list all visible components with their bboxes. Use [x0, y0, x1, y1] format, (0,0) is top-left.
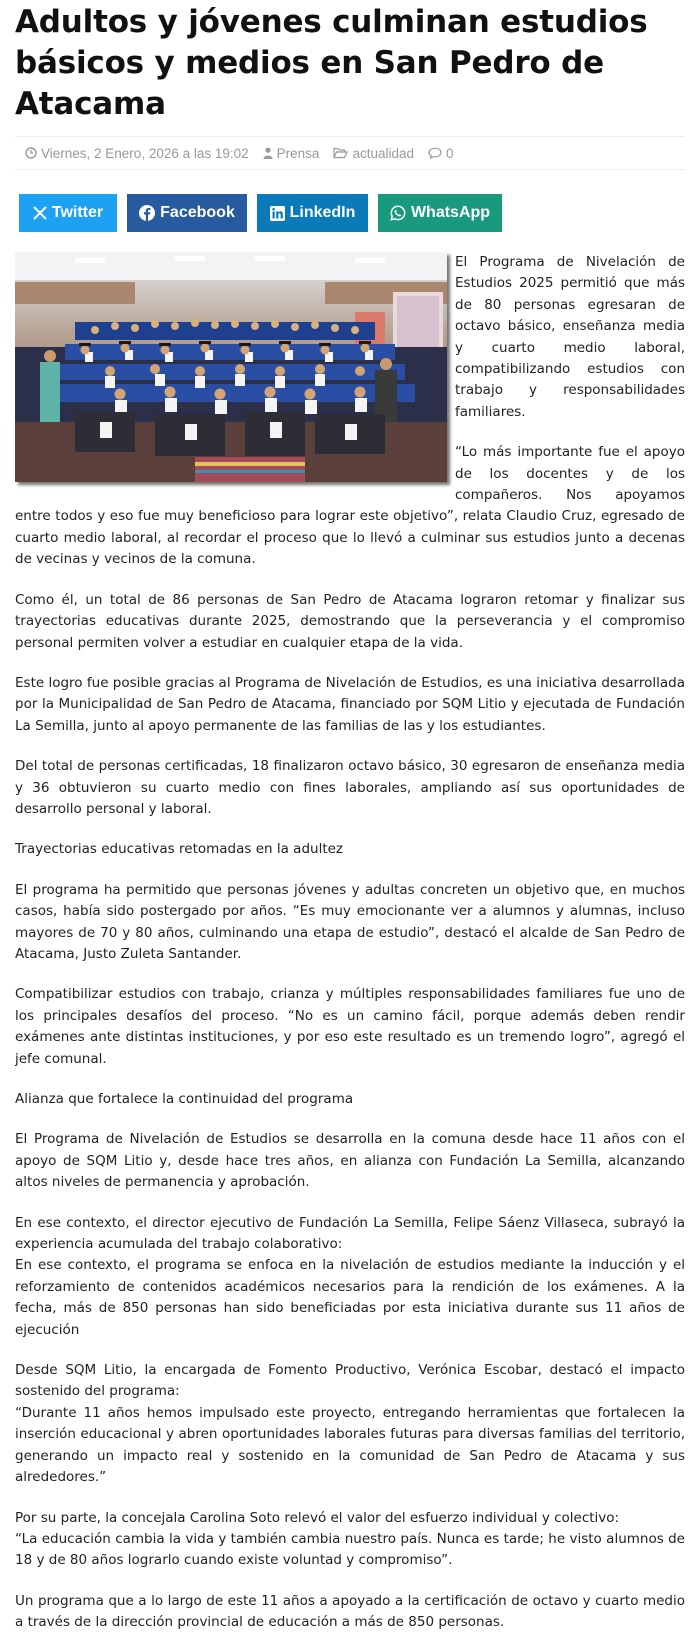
- section-heading-trayectorias: Trayectorias educativas retomadas en la adultez: [15, 841, 344, 858]
- share-linkedin-label[interactable]: LinkedIn: [289, 204, 356, 221]
- paragraph-10: En ese contexto, el programa se enfoca en la nivelación de estudios mediante la inducción y el reforzamiento de contenidos académicos necesarios para la rendición de los exámenes. A la fecha, más de 850 personas han sido beneficiadas por esta iniciativa durante sus 11 años de ejecución: [15, 1257, 685, 1338]
- clock-icon: [25, 147, 37, 159]
- post-category-text[interactable]: actualidad: [352, 145, 414, 161]
- whatsapp-icon: [390, 205, 406, 221]
- paragraph-7: Compatibilizar estudios con trabajo, crianza y múltiples responsabilidades familiares fue uno de los principales desafíos del proceso. “No es un camino fácil, porque además deben rendir exámenes ante distintas instituciones, y por eso este resultado es un tremendo logro”, agregó el jefe comunal.: [15, 986, 685, 1067]
- share-twitter-label[interactable]: Twitter: [51, 204, 104, 221]
- graduation-photo: [15, 252, 447, 482]
- x-twitter-icon: [33, 206, 47, 220]
- paragraph-3: Como él, un total de 86 personas de San Pedro de Atacama lograron retomar y finalizar sus trayectorias educativas durante 2025, demostrando que la perseverancia y el compromiso personal permiten volver a estudiar en cualquier etapa de la vida.: [15, 591, 685, 651]
- section-heading-alianza: Alianza que fortalece la continuidad del programa: [15, 1091, 354, 1107]
- article-body: [15, 252, 685, 1634]
- paragraph-5: Del total de personas certificadas, 18 finalizaron octavo básico, 30 egresaron de enseñanza media y 36 obtuvieron su cuarto medio con fines laborales, ampliando así sus oportunidades de desarrollo personal y laboral.: [15, 758, 685, 817]
- post-category[interactable]: [333, 146, 414, 161]
- post-date: [25, 146, 249, 161]
- share-whatsapp-button[interactable]: [378, 194, 502, 232]
- paragraph-9-intro: En ese contexto, el director ejecutivo de Fundación La Semilla, Felipe Sáenz Villaseca, subrayó la experiencia acumulada del trabajo colaborativo:: [15, 1214, 685, 1253]
- paragraph-13: Un programa que a lo largo de este 11 años a apoyado a la certificación de octavo y cuarto medio a través de la dirección provincial de educación a más de 850 personas.: [15, 1592, 685, 1631]
- facebook-icon: [139, 205, 155, 221]
- paragraph-2: “Lo más importante fue el apoyo de los docentes y de los compañeros. Nos apoyamos entre todos y eso fue muy beneficioso para lograr este objetivo”, relata Claudio Cruz, egresado de cuarto medio laboral, al recordar el proceso que lo llevó a culminar sus estudios junto a decenas de vecinas y vecinos de la comuna.: [15, 444, 685, 568]
- paragraph-4: Este logro fue posible gracias al Programa de Nivelación de Estudios, es una iniciativa desarrollada por la Municipalidad de San Pedro de Atacama, financiado por SQM Litio y ejecutada de Fundación La Semilla, junto al apoyo permanente de las familias de las y los estudiantes.: [15, 674, 685, 734]
- post-author[interactable]: [263, 146, 320, 161]
- paragraph-11: Desde SQM Litio, la encargada de Fomento Productivo, Verónica Escobar, destacó el impacto sostenido del programa:: [15, 1362, 685, 1400]
- quote-soto: “La educación cambia la vida y también cambia nuestro país. Nunca es tarde; he visto alumnos de 18 y de 80 años lograrlo cuando existe voluntad y compromiso”.: [15, 1530, 685, 1569]
- paragraph-6: El programa ha permitido que personas jóvenes y adultas concreten un objetivo que, en muchos casos, había sido postergado por años. “Es muy emocionante ver a alumnos y alumnas, incluso mayores de 70 y 80 años, culminando una etapa de estudio”, destacó el alcalde de San Pedro de Atacama, Justo Zuleta Santander.: [15, 881, 685, 962]
- paragraph-8: El Programa de Nivelación de Estudios se desarrolla en la comuna desde hace 11 años con el apoyo de SQM Litio y, desde hace tres años, en alianza con Fundación La Semilla, alcanzando altos niveles de permanencia y aprobación.: [15, 1131, 685, 1191]
- post-meta: [15, 136, 685, 170]
- graduation-photo-illustration: [15, 252, 447, 482]
- post-comments[interactable]: [428, 146, 454, 161]
- paragraph-9: [15, 1213, 685, 1256]
- quote-escobar: “Durante 11 años hemos impulsado este proyecto, entregando herramientas que fortalecen la inserción educacional y abren oportunidades laborales futuras para diversas familias del territorio, generando un impacto real y sostenido en la comunidad de San Pedro de Atacama y sus alrededores.”: [15, 1404, 685, 1486]
- share-twitter-button[interactable]: [19, 194, 117, 232]
- share-bar: [15, 194, 685, 232]
- post-author-text[interactable]: Prensa: [276, 145, 320, 161]
- linkedin-icon: [270, 206, 285, 221]
- share-whatsapp-label[interactable]: WhatsApp: [410, 204, 491, 221]
- folder-open-icon: [333, 147, 348, 159]
- paragraph-12: Por su parte, la concejala Carolina Soto relevó el valor del esfuerzo individual y colectivo:: [15, 1509, 620, 1526]
- post-date-text: Viernes, 2 Enero, 2026 a las 19:02: [41, 145, 249, 161]
- share-linkedin-button[interactable]: [257, 194, 368, 232]
- share-facebook-label[interactable]: Facebook: [160, 204, 235, 221]
- paragraph-1: El Programa de Nivelación de Estudios 2025 permitió que más de 80 personas egresaran de octavo básico, enseñanza media y cuarto medio laboral, compatibilizando estudios con trabajo y responsabilidades familiares.: [455, 254, 685, 420]
- user-icon: [263, 147, 273, 159]
- comment-icon: [428, 147, 442, 159]
- post-comments-count[interactable]: 0: [446, 145, 454, 161]
- page-title: Adultos y jóvenes culminan estudios básicos y medios en San Pedro de Atacama: [15, 4, 648, 122]
- share-facebook-button[interactable]: [127, 194, 247, 232]
